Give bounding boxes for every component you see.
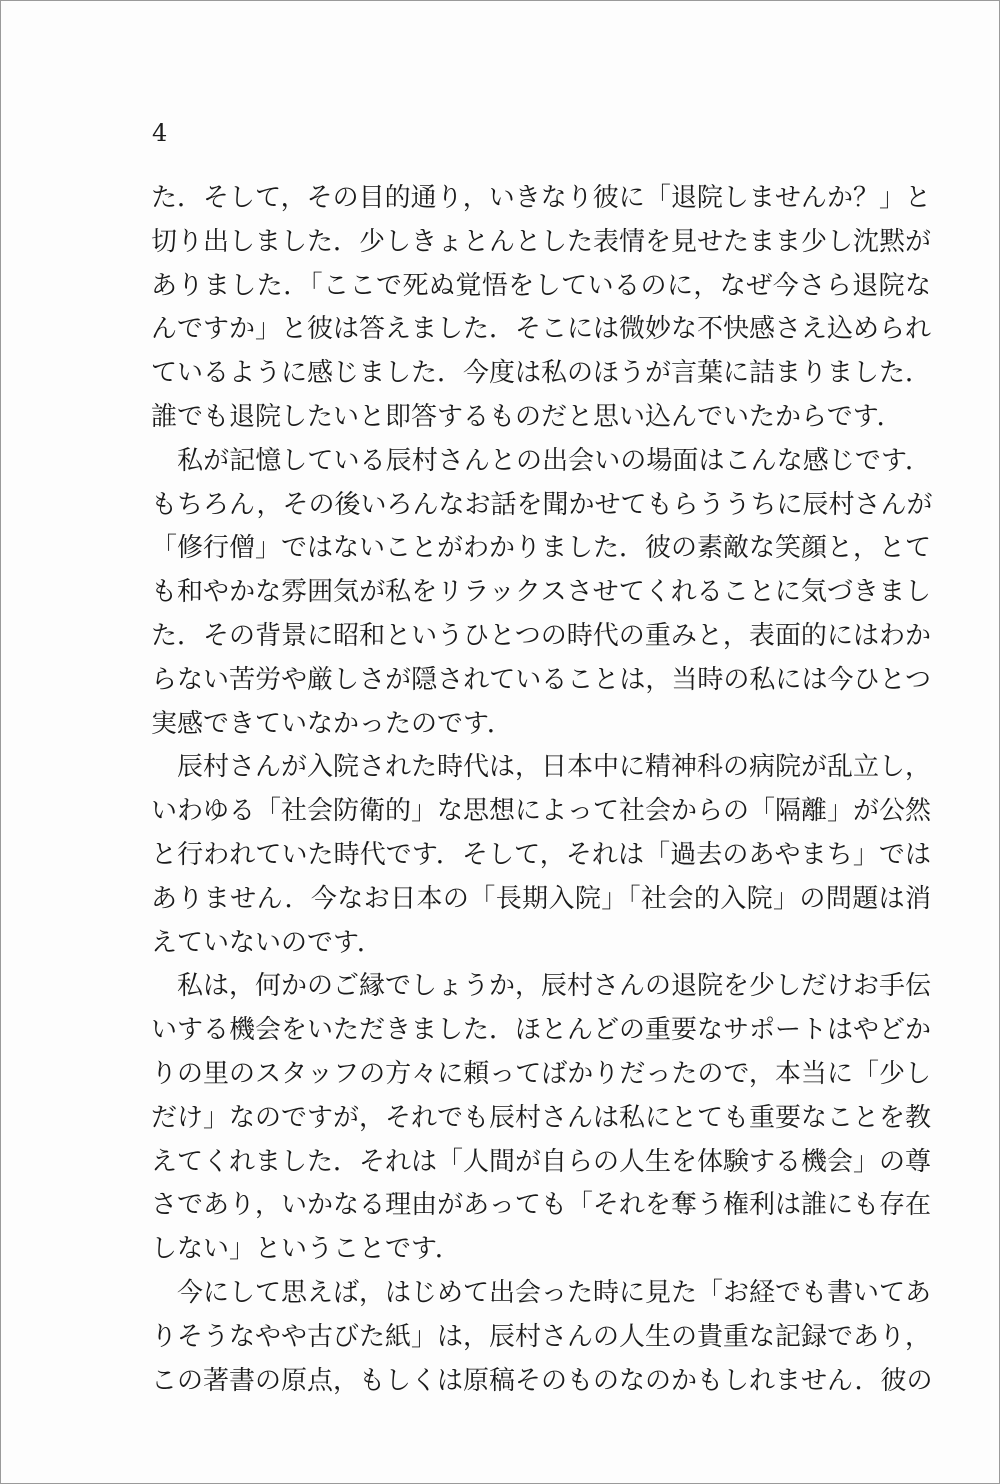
text-line: ありません．今なお日本の「長期入院」「社会的入院」の問題は消 (151, 883, 931, 914)
text-line: 私は，何かのご縁でしょうか，辰村さんの退院を少しだけお手伝 (151, 971, 932, 1002)
text-line: 実感できていなかったのです． (151, 708, 513, 739)
text-line: んですか」と彼は答えました．そこには微妙な不快感さえ込められ (151, 314, 932, 345)
text-line: ているように感じました．今度は私のほうが言葉に詰まりました． (151, 358, 932, 389)
text-line: いわゆる「社会防衛的」な思想によって社会からの「隔離」が公然 (151, 796, 932, 827)
text-line: りの里のスタッフの方々に頼ってばかりだったので，本当に「少し (151, 1058, 931, 1089)
text-line: と行われていた時代です．そして，それは「過去のあやまち」では (151, 839, 931, 870)
text-line: この著書の原点，もしくは原稿そのものなのかもしれません．彼の (151, 1365, 933, 1396)
text-line: しない」ということです． (151, 1234, 461, 1265)
text-line: 「修行僧」ではないことがわかりました．彼の素敵な笑顔と，とて (151, 533, 932, 564)
text-line: だけ」なのですが，それでも辰村さんは私にとても重要なことを教 (151, 1102, 932, 1133)
text-line: も和やかな雰囲気が私をリラックスさせてくれることに気づきまし (151, 577, 931, 608)
text-line: えていないのです． (151, 927, 383, 958)
text-line: りそうなやや古びた紙」は，辰村さんの人生の貴重な記録であり， (151, 1321, 932, 1352)
text-line: 辰村さんが入院された時代は，日本中に精神科の病院が乱立し， (151, 752, 932, 783)
text-line: もちろん，その後いろんなお話を聞かせてもらううちに辰村さんが (151, 489, 933, 520)
text-line: いする機会をいただきました．ほとんどの重要なサポートはやどか (151, 1015, 932, 1046)
text-line: 切り出しました．少しきょとんとした表情を見せたまま少し沈黙が (151, 226, 932, 257)
text-line: 私が記憶している辰村さんとの出会いの場面はこんな感じです． (151, 445, 931, 476)
text-line: た．そして，その目的通り，いきなり彼に「退院しませんか？」と (151, 183, 931, 213)
page-number: 4 (152, 119, 168, 147)
text-line: た．その背景に昭和というひとつの時代の重みと，表面的にはわか (151, 620, 931, 651)
text-line: えてくれました．それは「人間が自らの人生を体験する機会」の尊 (151, 1146, 932, 1177)
text-line: らない苦労や厳しさが隠されていることは，当時の私には今ひとつ (151, 664, 931, 695)
text-line: 今にして思えば，はじめて出会った時に見た「お経でも書いてあ (151, 1277, 932, 1308)
text-line: 誰でも退院したいと即答するものだと思い込んでいたからです． (151, 401, 903, 432)
body-text (151, 177, 931, 1403)
text-line: ありました．「ここで死ぬ覚悟をしているのに，なぜ今さら退院な (151, 270, 931, 301)
text-line: さであり，いかなる理由があっても「それを奪う権利は誰にも存在 (151, 1190, 931, 1221)
